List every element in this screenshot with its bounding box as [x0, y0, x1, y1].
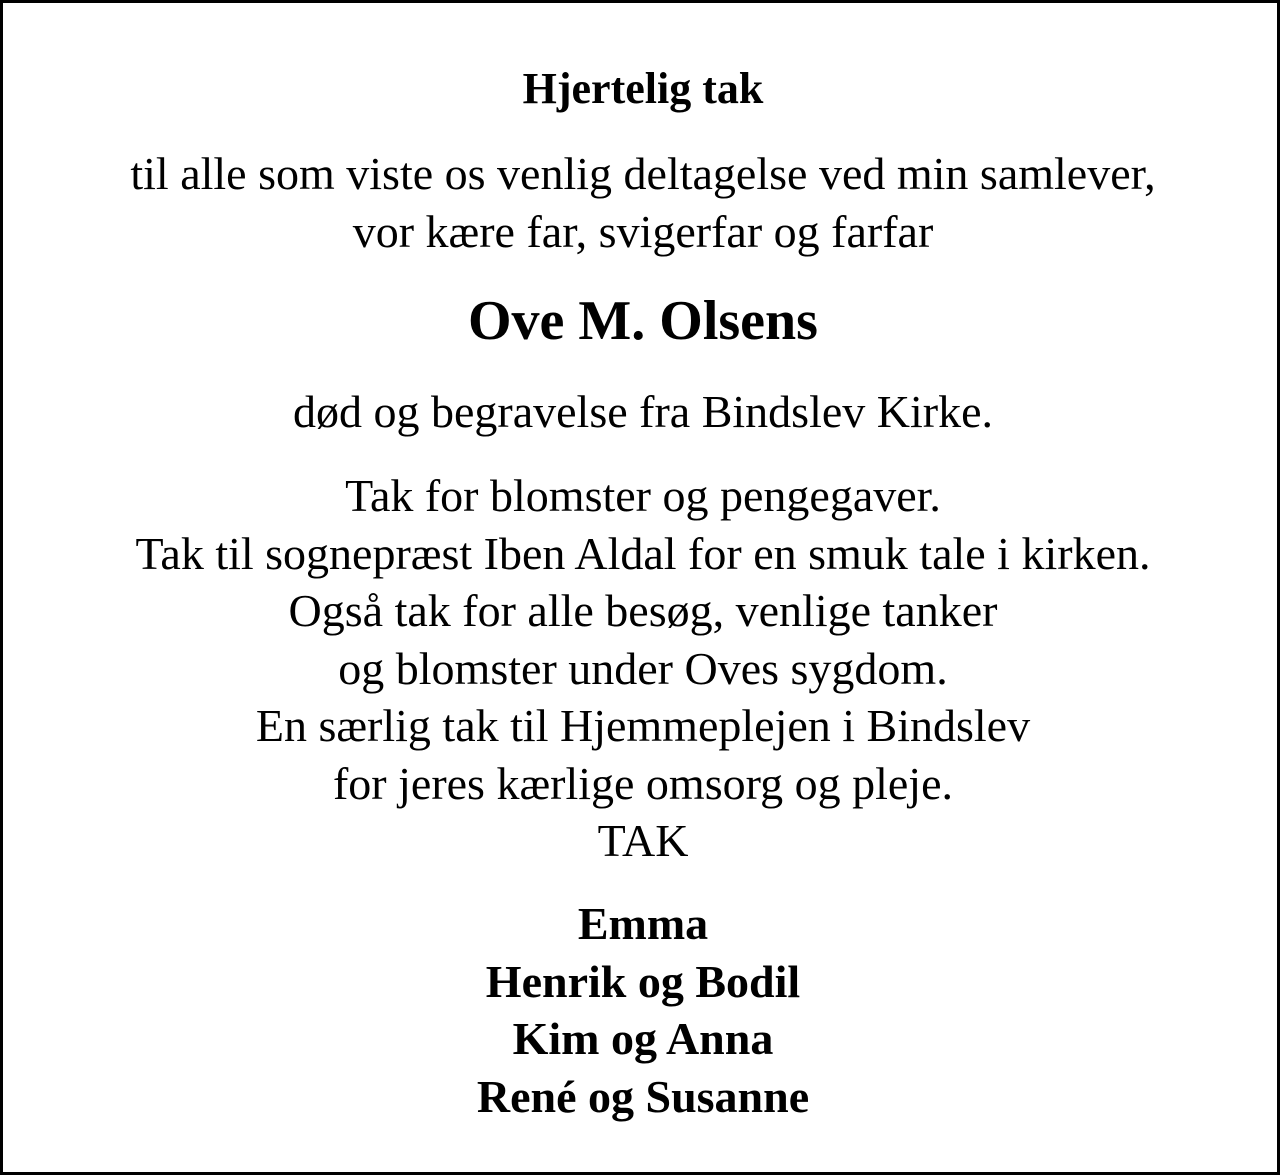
signature-1: Emma [577, 898, 709, 949]
thanks-line-1: Tak for blomster og pengegaver. [345, 470, 941, 521]
intro-line-1: til alle som viste os venlig deltagelse ved min samlever, [130, 148, 1156, 199]
signature-4: René og Susanne [476, 1071, 810, 1122]
thanks-line-4: og blomster under Oves sygdom. [338, 643, 948, 694]
deceased-name: Ove M. Olsens [468, 290, 818, 352]
thanks-line-5: En særlig tak til Hjemmeplejen i Bindslev [255, 700, 1031, 751]
thanks-line-6: for jeres kærlige omsorg og pleje. [332, 758, 953, 809]
occasion-line: død og begravelse fra Bindslev Kirke. [292, 386, 994, 437]
intro-line-2: vor kære far, svigerfar og farfar [352, 206, 934, 257]
signature-3: Kim og Anna [512, 1013, 774, 1064]
thanks-line-3: Også tak for alle besøg, venlige tanker [288, 585, 998, 636]
thanks-line-2: Tak til sognepræst Iben Aldal for en smuk tale i kirken. [135, 528, 1151, 579]
signature-2: Henrik og Bodil [485, 956, 801, 1007]
thanks-line-7: TAK [597, 815, 689, 866]
notice-heading: Hjertelig tak [522, 64, 764, 113]
